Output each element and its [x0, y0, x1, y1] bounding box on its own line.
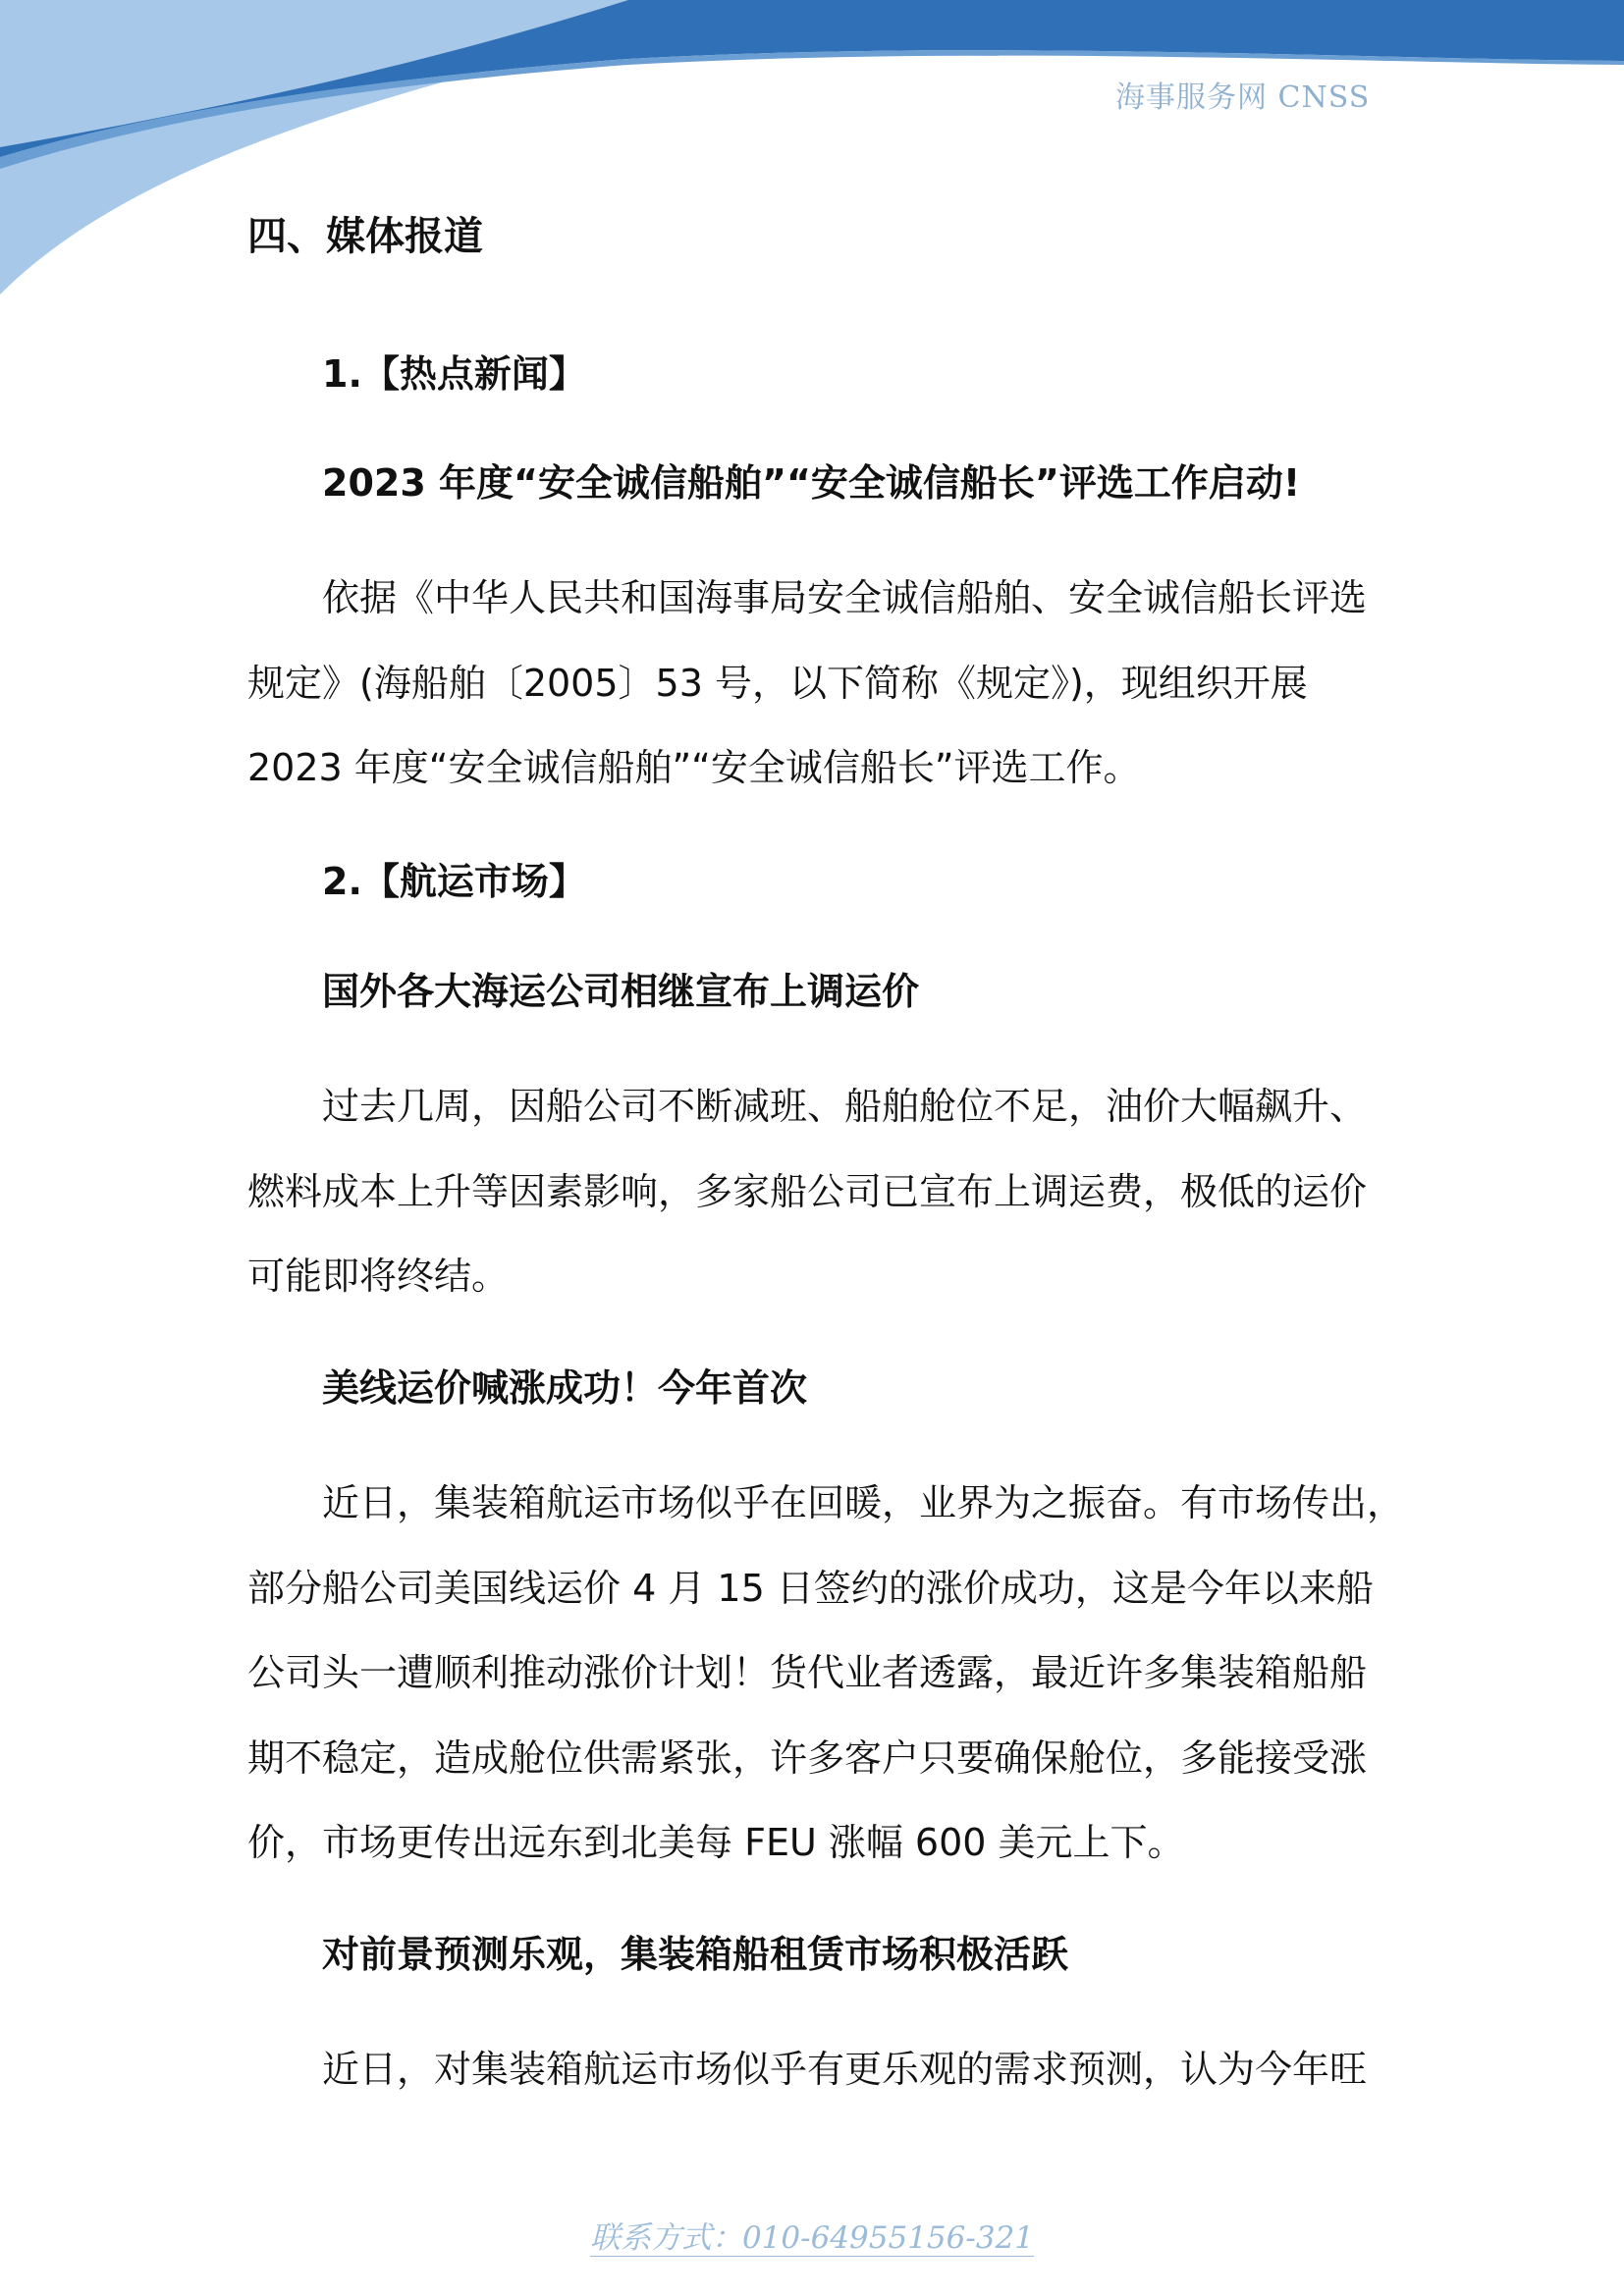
article-title-container-leasing: 对前景预测乐观，集装箱船租赁市场积极活跃 — [322, 1933, 1069, 1976]
paragraph-line: 规定》(海船舶〔2005〕53 号，以下简称《规定》)，现组织开展 — [247, 662, 1308, 705]
article-title-freight-rise: 国外各大海运公司相继宣布上调运价 — [322, 970, 920, 1013]
footer-contact[interactable]: 联系方式：010-64955156-321 — [589, 2220, 1035, 2256]
footer — [0, 2213, 1624, 2257]
paragraph-line: 燃料成本上升等因素影响，多家船公司已宣布上调运费，极低的运价 — [247, 1170, 1368, 1213]
paragraph-line: 部分船公司美国线运价 4 月 15 日签约的涨价成功，这是今年以来船 — [247, 1567, 1374, 1610]
paragraph-line: 依据《中华人民共和国海事局安全诚信船舶、安全诚信船长评选 — [322, 576, 1368, 619]
paragraph-line: 价，市场更传出远东到北美每 FEU 涨幅 600 美元上下。 — [247, 1821, 1185, 1864]
paragraph-line: 期不稳定，造成舱位供需紧张，许多客户只要确保舱位，多能接受涨 — [247, 1736, 1368, 1780]
paragraph-line: 近日，集装箱航运市场似乎在回暖，业界为之振奋。有市场传出， — [322, 1481, 1405, 1524]
paragraph-line: 可能即将终结。 — [247, 1255, 510, 1298]
paragraph-line: 2023 年度“安全诚信船舶”“安全诚信船长”评选工作。 — [247, 746, 1141, 789]
article-title-safety-award: 2023 年度“安全诚信船舶”“安全诚信船长”评选工作启动! — [322, 461, 1301, 505]
section-title: 四、媒体报道 — [247, 214, 483, 259]
paragraph-line: 近日，对集装箱航运市场似乎有更乐观的需求预测，认为今年旺 — [322, 2048, 1368, 2091]
site-name: 海事服务网 CNSS — [1115, 80, 1371, 115]
item-heading-shipping-market: 2.【航运市场】 — [322, 860, 586, 903]
header-banner — [0, 0, 1624, 304]
paragraph-line: 公司头一遭顺利推动涨价计划！货代业者透露，最近许多集装箱船船 — [247, 1651, 1368, 1694]
item-heading-hot-news: 1.【热点新闻】 — [322, 352, 586, 396]
paragraph-line: 过去几周，因船公司不断减班、船舶舱位不足，油价大幅飙升、 — [322, 1085, 1368, 1128]
article-title-us-rate: 美线运价喊涨成功！今年首次 — [322, 1366, 808, 1410]
